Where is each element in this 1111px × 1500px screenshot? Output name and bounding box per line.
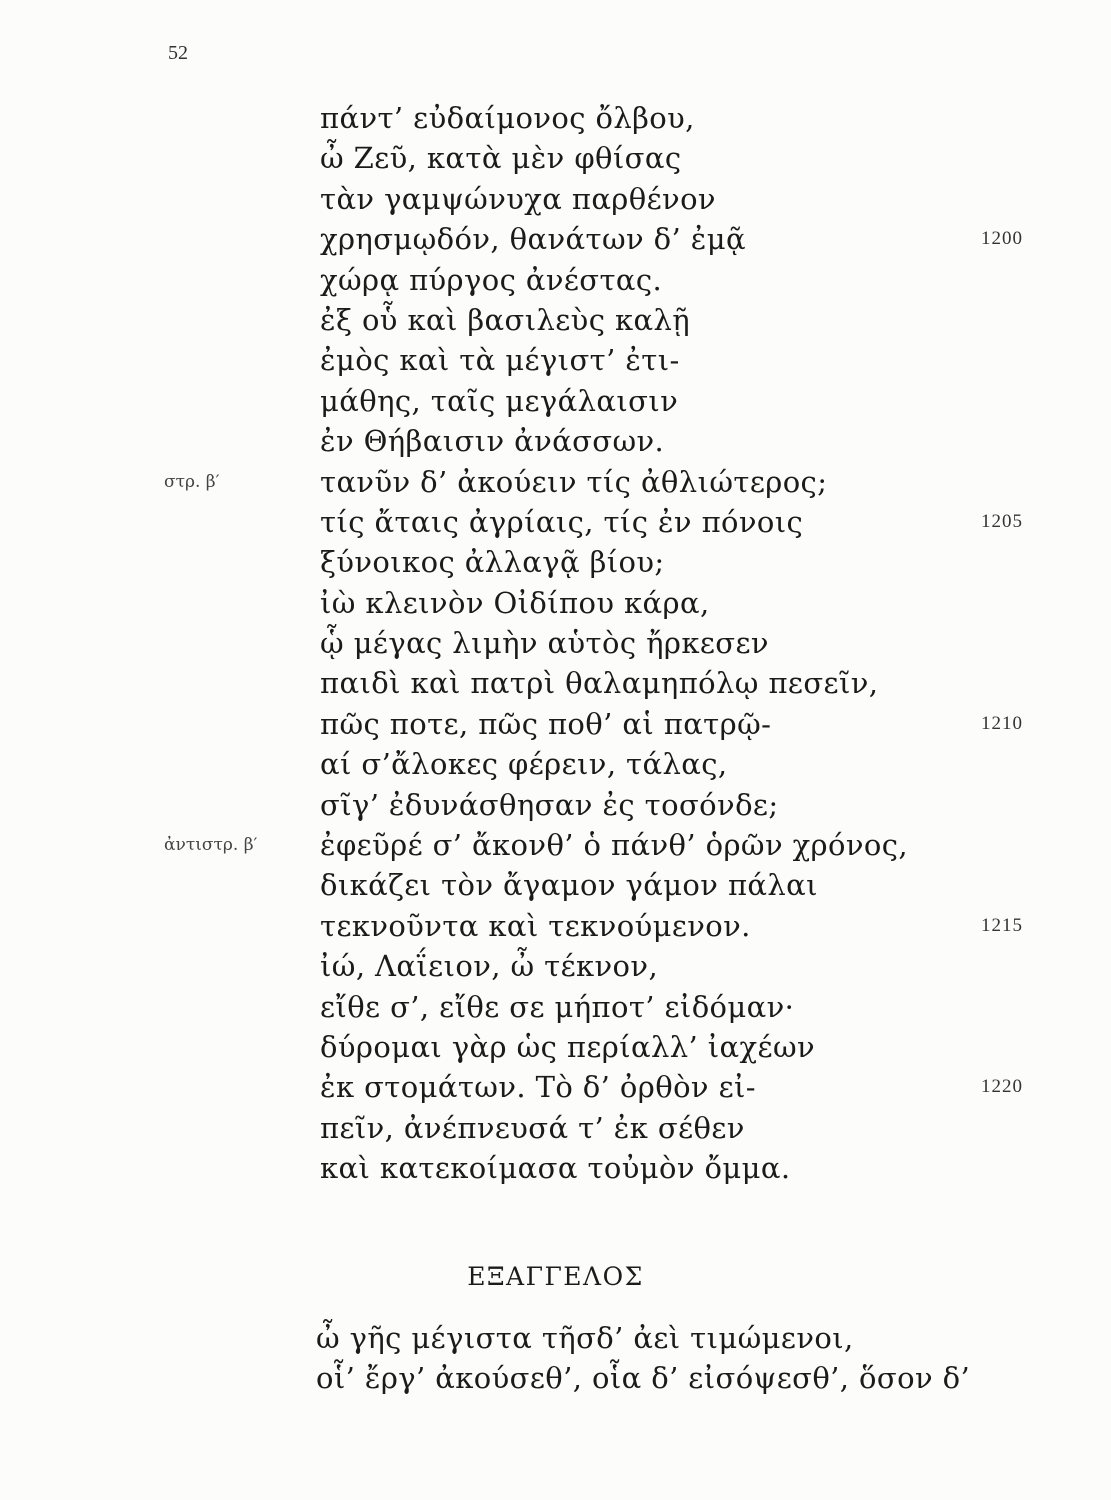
verse-line-text: ὦ Ζεῦ, κατὰ μὲν φθίσας — [320, 141, 682, 176]
verse-line — [0, 542, 1111, 582]
choral-ode — [0, 98, 1111, 1189]
verse-line — [0, 663, 1111, 703]
verse-line — [0, 1108, 1111, 1148]
speech-line-text: ὦ γῆς μέγιστα τῆσδ’ ἀεὶ τιμώμενοι, — [316, 1321, 854, 1355]
verse-line — [0, 744, 1111, 784]
verse-line — [0, 219, 1111, 259]
strophe-label: ἀντιστρ. β′ — [164, 835, 258, 856]
verse-line — [0, 583, 1111, 623]
verse-line — [0, 946, 1111, 986]
verse-line-text: αί σ’ἄλοκες φέρειν, τάλας, — [320, 747, 728, 782]
verse-line — [0, 906, 1111, 946]
line-number: 1220 — [981, 1076, 1023, 1098]
verse-line-text: σῖγ’ ἐδυνάσθησαν ἐς τοσόνδε; — [320, 787, 779, 822]
verse-line — [0, 340, 1111, 380]
verse-line-text: ἰὼ κλεινὸν Οἰδίπου κάρα, — [320, 585, 710, 620]
messenger-speech — [0, 1318, 1111, 1399]
verse-line — [0, 987, 1111, 1027]
verse-line — [0, 421, 1111, 461]
verse-line-text: πεῖν, ἀνέπνευσά τ’ ἐκ σέθεν — [320, 1110, 745, 1145]
verse-line — [0, 98, 1111, 138]
verse-line-text: ἐφεῦρέ σ’ ἄκονθ’ ὁ πάνθ’ ὁρῶν χρόνος, — [320, 828, 909, 863]
speech-line-text: οἷ’ ἔργ’ ἀκούσεθ’, οἷα δ’ εἰσόψεσθ’, ὅσον δ’ — [316, 1361, 971, 1396]
verse-line — [0, 1067, 1111, 1107]
verse-line-text: πῶς ποτε, πῶς ποθ’ αἱ πατρῷ- — [320, 706, 772, 741]
verse-line-text: ξύνοικος ἀλλαγᾷ βίου; — [320, 545, 665, 580]
verse-line — [0, 1027, 1111, 1067]
speech-line — [0, 1318, 1111, 1358]
verse-line — [0, 462, 1111, 502]
line-number: 1205 — [981, 510, 1023, 532]
verse-line-text: τανῦν δ’ ἀκούειν τίς ἀθλιώτερος; — [320, 464, 828, 499]
strophe-label: στρ. β′ — [164, 471, 220, 492]
verse-line-text: ᾧ μέγας λιμὴν αὑτὸς ἤρκεσεν — [320, 626, 769, 661]
verse-line — [0, 179, 1111, 219]
verse-line-text: ἐν Θήβαισιν ἀνάσσων. — [320, 424, 665, 459]
verse-line — [0, 260, 1111, 300]
verse-line-text: χώρᾳ πύργος ἀνέστας. — [320, 262, 663, 297]
verse-line — [0, 785, 1111, 825]
verse-line-text: χρησμῳδόν, θανάτων δ’ ἐμᾷ — [320, 222, 746, 257]
page-number: 52 — [168, 42, 188, 64]
verse-line-text: δύρομαι γὰρ ὡς περίαλλ’ ἰαχέων — [320, 1029, 816, 1064]
verse-line-text: δικάζει τὸν ἄγαμον γάμον πάλαι — [320, 868, 818, 903]
verse-line — [0, 865, 1111, 905]
verse-line — [0, 704, 1111, 744]
verse-line-text: ἐμὸς καὶ τὰ μέγιστ’ ἐτι- — [320, 343, 680, 378]
line-number: 1210 — [981, 712, 1023, 734]
verse-line-text: εἴθε σ’, εἴθε σε μήποτ’ εἰδόμαν· — [320, 989, 795, 1024]
verse-line — [0, 300, 1111, 340]
verse-line — [0, 381, 1111, 421]
verse-line-text: ἰώ, Λαΐειον, ὦ τέκνον, — [320, 949, 659, 984]
verse-line — [0, 502, 1111, 542]
line-number: 1215 — [981, 914, 1023, 936]
verse-line-text: τίς ἄταις ἀγρίαις, τίς ἐν πόνοις — [320, 504, 804, 539]
verse-line-text: τὰν γαμψώνυχα παρθένον — [320, 181, 716, 216]
verse-line-text: καὶ κατεκοίμασα τοὐμὸν ὄμμα. — [320, 1151, 791, 1186]
verse-line-text: ἐξ οὗ καὶ βασιλεὺς καλῇ — [320, 302, 691, 337]
verse-line-text: παιδὶ καὶ πατρὶ θαλαμηπόλῳ πεσεῖν, — [320, 666, 879, 701]
verse-line — [0, 825, 1111, 865]
verse-line — [0, 623, 1111, 663]
verse-line-text: μάθης, ταῖς μεγάλαισιν — [320, 383, 679, 418]
verse-line-text: πάντ’ εὐδαίμονος ὄλβου, — [320, 101, 695, 135]
verse-line-text: τεκνοῦντα καὶ τεκνούμενον. — [320, 908, 751, 943]
speech-line — [0, 1358, 1111, 1398]
line-number: 1200 — [981, 228, 1023, 250]
verse-line — [0, 1148, 1111, 1188]
verse-line — [0, 138, 1111, 178]
verse-line-text: ἐκ στομάτων. Τὸ δ’ ὀρθὸν εἰ- — [320, 1070, 756, 1105]
speaker-heading: ΕΞΑΓΓΕΛΟΣ — [467, 1262, 644, 1291]
